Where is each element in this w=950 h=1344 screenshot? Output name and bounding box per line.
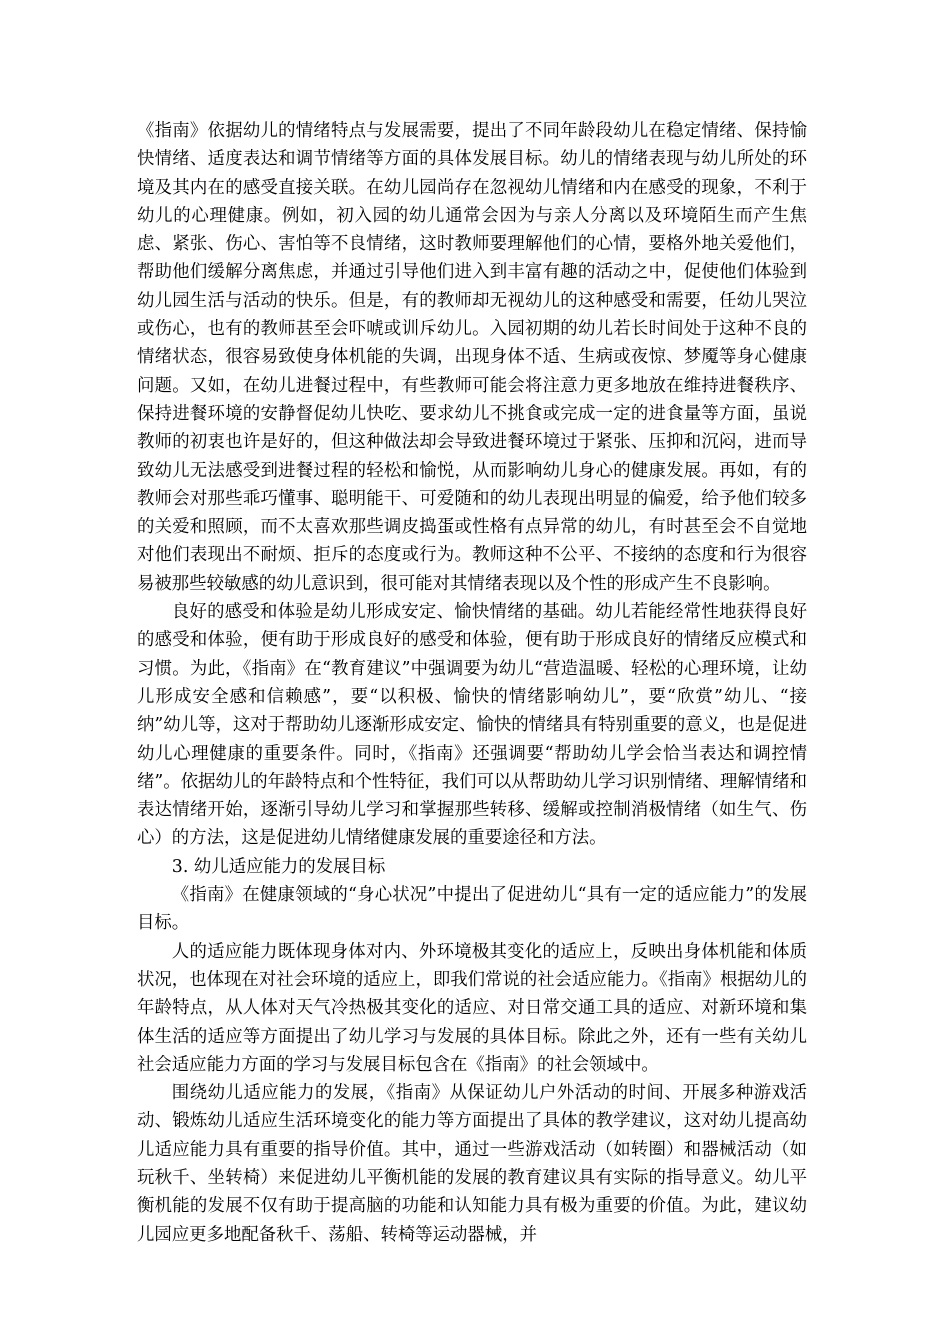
paragraph-human-adaptability: 人的适应能力既体现身体对内、外环境极其变化的适应上，反映出身体机能和体质状况，也体现在对社会环境的适应上，即我们常说的社会适应能力。《指南》根据幼儿的年龄特点，从人体对天气冷热极其变化的适应、对日常交通工具的适应、对新环境和集体生活的适应等方面提出了幼儿学习与发展的具体目标。除此之外，还有一些有关幼儿社会适应能力方面的学习与发展目标包含在《指南》的社会领域中。 bbox=[137, 941, 807, 1075]
paragraph-good-feelings: 良好的感受和体验是幼儿形成安定、愉快情绪的基础。幼儿若能经常性地获得良好的感受和体验，便有助于形成良好的感受和体验，便有助于形成良好的情绪反应模式和习惯。为此，《指南》在“教育建议”中强调要为幼儿“营造温暖、轻松的心理环境，让幼儿形成安全感和信赖感”，要“以积极、愉快的情绪影响幼儿”，要“欣赏”幼儿、“接纳”幼儿等，这对于帮助幼儿逐渐形成安定、愉快的情绪具有特别重要的意义，也是促进幼儿心理健康的重要条件。同时，《指南》还强调要“帮助幼儿学会恰当表达和调控情绪”。依据幼儿的年龄特点和个性特征，我们可以从帮助幼儿学习识别情绪、理解情绪和表达情绪开始，逐渐引导幼儿学习和掌握那些转移、缓解或控制消极情绪（如生气、伤心）的方法，这是促进幼儿情绪健康发展的重要途径和方法。 bbox=[137, 602, 807, 849]
paragraph-adaptability-development: 围绕幼儿适应能力的发展，《指南》从保证幼儿户外活动的时间、开展多种游戏活动、锻炼幼儿适应生活环境变化的能力等方面提出了具体的教学建议，这对幼儿提高幼儿适应能力具有重要的指导价值。其中，通过一些游戏活动（如转圈）和器械活动（如玩秋千、坐转椅）来促进幼儿平衡机能的发展的教育建议具有实际的指导意义。幼儿平衡机能的发展不仅有助于提高脑的功能和认知能力具有极为重要的价值。为此，建议幼儿园应更多地配备秋千、荡船、转椅等运动器械，并 bbox=[137, 1083, 807, 1245]
section-heading-adaptability: 3. 幼儿适应能力的发展目标 bbox=[171, 856, 386, 877]
paragraph-emotion-goals: 《指南》依据幼儿的情绪特点与发展需要，提出了不同年龄段幼儿在稳定情绪、保持愉快情绪、适度表达和调节情绪等方面的具体发展目标。幼儿的情绪表现与幼儿所处的环境及其内在的感受直接关联。在幼儿园尚存在忽视幼儿情绪和内在感受的现象，不利于幼儿的心理健康。例如，初入园的幼儿通常会因为与亲人分离以及环境陌生而产生焦虑、紧张、伤心、害怕等不良情绪，这时教师要理解他们的心情，要格外地关爱他们，帮助他们缓解分离焦虑，并通过引导他们进入到丰富有趣的活动之中，促使他们体验到幼儿园生活与活动的快乐。但是，有的教师却无视幼儿的这种感受和需要，任幼儿哭泣或伤心，也有的教师甚至会吓唬或训斥幼儿。入园初期的幼儿若长时间处于这种不良的情绪状态，很容易致使身体机能的失调，出现身体不适、生病或夜惊、梦魇等身心健康问题。又如，在幼儿进餐过程中，有些教师可能会将注意力更多地放在维持进餐秩序、保持进餐环境的安静督促幼儿快吃、要求幼儿不挑食或完成一定的进食量等方面，虽说教师的初衷也许是好的，但这种做法却会导致进餐环境过于紧张、压抑和沉闷，进而导致幼儿无法感受到进餐过程的轻松和愉悦，从而影响幼儿身心的健康发展。再如，有的教师会对那些乖巧懂事、聪明能干、可爱随和的幼儿表现出明显的偏爱，给予他们较多的关爱和照顾，而不太喜欢那些调皮捣蛋或性格有点异常的幼儿，有时甚至会不自觉地对他们表现出不耐烦、拒斥的态度或行为。教师这种不公平、不接纳的态度和行为很容易被那些较敏感的幼儿意识到，很可能对其情绪表现以及个性的形成产生不良影响。 bbox=[137, 121, 807, 594]
document-page bbox=[137, 117, 807, 1249]
paragraph-guide-adaptability: 《指南》在健康领域的“身心状况”中提出了促进幼儿“具有一定的适应能力”的发展目标。 bbox=[137, 885, 807, 934]
